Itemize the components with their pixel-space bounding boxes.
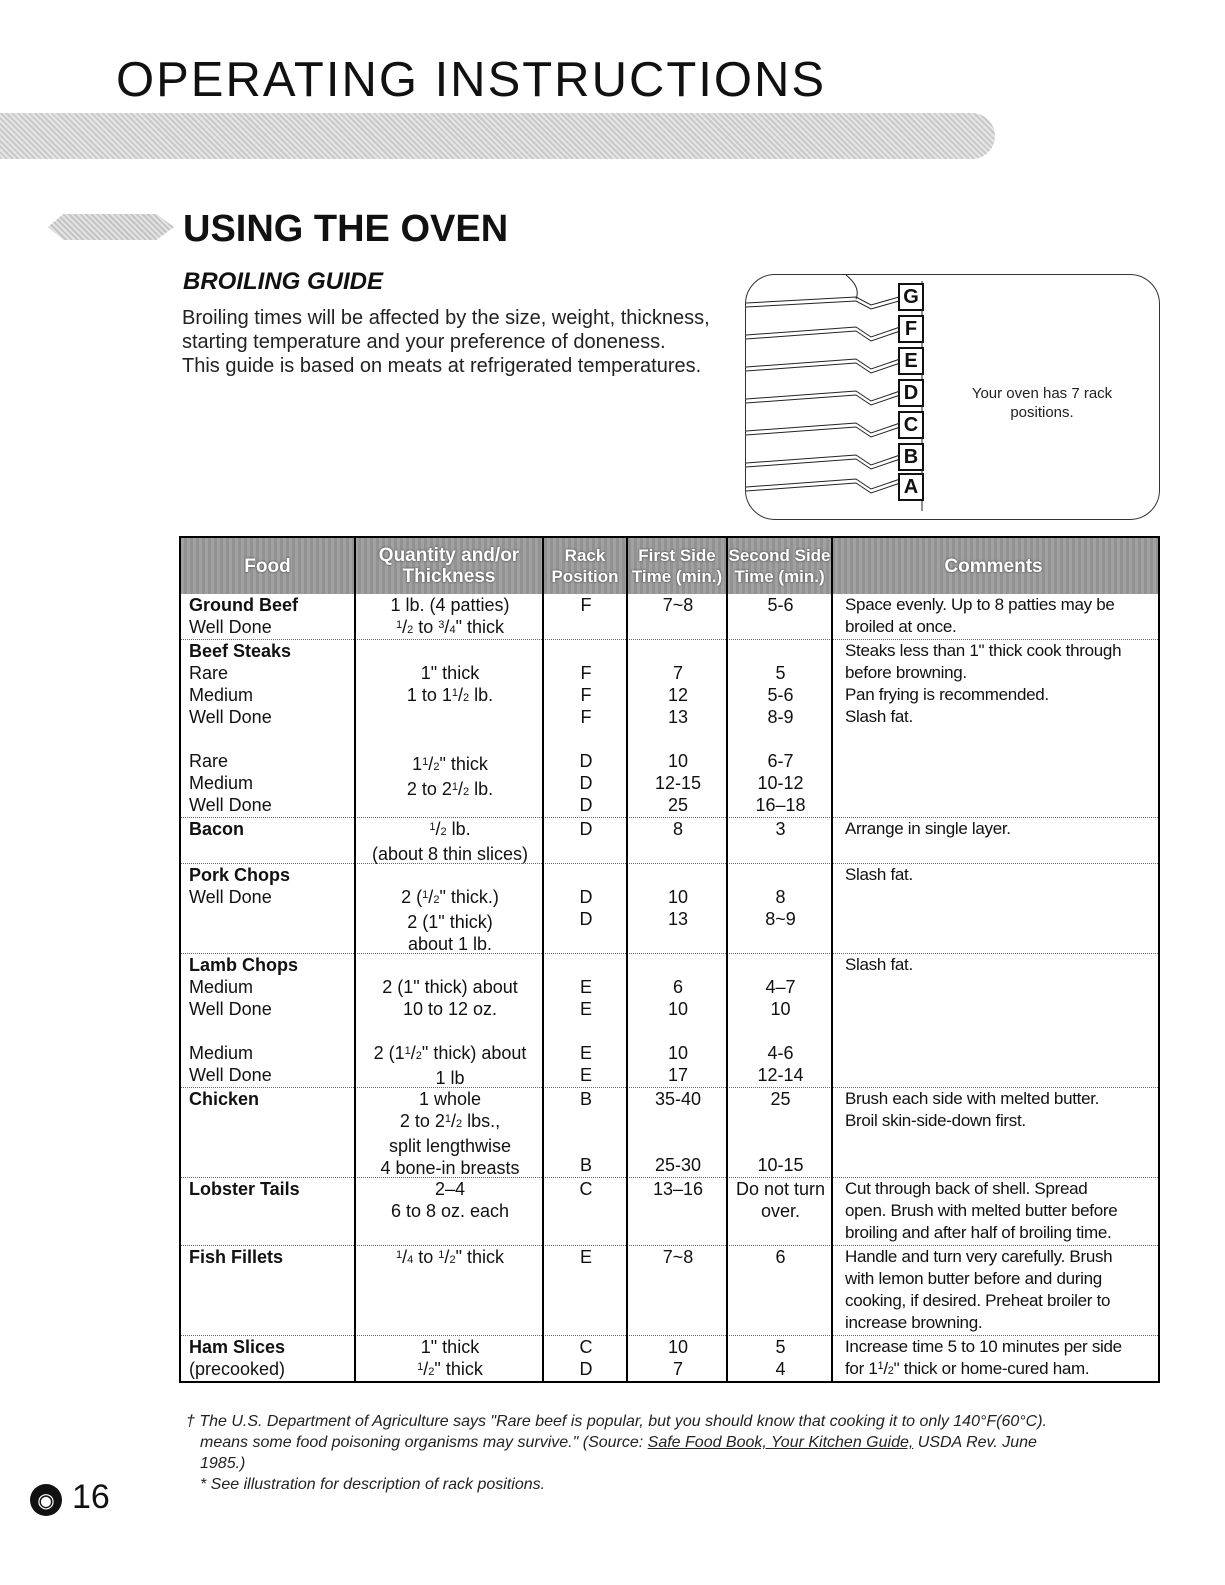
cell-line: Broil skin-side-down first. bbox=[845, 1111, 1026, 1130]
cell-line bbox=[628, 864, 728, 886]
cell-line: 10 to 12 oz. bbox=[402, 999, 498, 1019]
cell-line: Well Done bbox=[189, 1065, 272, 1085]
rack-label-D: D bbox=[898, 379, 924, 407]
quantity-cell bbox=[356, 594, 544, 641]
cell-line: E bbox=[579, 977, 592, 997]
column-divider bbox=[626, 594, 628, 1381]
cell-line: 12-14 bbox=[757, 1065, 804, 1085]
footnote-usda-cont: means some food poisoning organisms may survive." (Source: Safe Food Book, Your Kitchen Guide, USDA Rev. June bbox=[200, 1434, 1037, 1451]
cell-line: Lobster Tails bbox=[189, 1179, 300, 1199]
second-side-time-cell bbox=[728, 864, 833, 930]
cell-line bbox=[356, 864, 544, 886]
cell-line: 13–16 bbox=[652, 1179, 704, 1199]
cell-line: 8~9 bbox=[765, 909, 796, 929]
cell-line bbox=[544, 1110, 628, 1132]
cell-line: for $1^1/2$" thick or home-cured ham. bbox=[845, 1359, 1090, 1378]
cell-line: 7 bbox=[672, 663, 683, 683]
cell-line: Well Done bbox=[189, 795, 272, 815]
cell-line: Slash fat. bbox=[845, 707, 913, 726]
comments-cell bbox=[845, 864, 1153, 886]
food-cell bbox=[189, 818, 349, 840]
cell-line: 25 bbox=[770, 1089, 791, 1109]
food-cell bbox=[189, 864, 349, 908]
footnote-rack: * See illustration for description of rack positions. bbox=[200, 1476, 546, 1493]
cell-line: D bbox=[579, 773, 593, 793]
table-row-group bbox=[181, 817, 1158, 863]
comments-cell bbox=[845, 818, 1153, 840]
cell-line: 13 bbox=[667, 909, 689, 929]
cell-line bbox=[544, 1132, 628, 1154]
cell-line: C bbox=[579, 1337, 593, 1357]
second-side-time-cell bbox=[728, 954, 833, 1086]
food-cell bbox=[189, 1336, 349, 1380]
cell-line: 5-6 bbox=[767, 595, 794, 615]
cell-line: over. bbox=[760, 1201, 801, 1221]
cell-line: (about 8 thin slices) bbox=[371, 844, 529, 864]
table-row-group bbox=[181, 863, 1158, 953]
cell-line: 8 bbox=[672, 819, 683, 839]
cell-line: D bbox=[579, 887, 593, 907]
cell-line: Fish Fillets bbox=[189, 1247, 284, 1267]
table-row-group bbox=[181, 1245, 1158, 1335]
cell-line: 1 to $1^1/2$ lb. bbox=[406, 685, 494, 705]
cell-line: 7~8 bbox=[662, 1247, 694, 1267]
rack-label-C: C bbox=[898, 411, 924, 439]
cell-line: 17 bbox=[667, 1065, 689, 1085]
comments-cell bbox=[845, 954, 1153, 976]
cell-line: Slash fat. bbox=[845, 865, 913, 884]
quantity-cell bbox=[356, 1088, 544, 1179]
cell-line: F bbox=[580, 707, 592, 727]
cell-line: Ground Beef bbox=[189, 595, 299, 615]
rack-position-cell bbox=[544, 1088, 628, 1176]
first-side-time-cell bbox=[628, 1336, 728, 1380]
table-header bbox=[181, 538, 1158, 594]
cell-line bbox=[189, 1020, 349, 1042]
header-food: Food bbox=[181, 538, 356, 594]
cell-line: 10-12 bbox=[757, 773, 804, 793]
page-number: 16 bbox=[72, 1478, 110, 1516]
footnote-usda-date: 1985.) bbox=[200, 1455, 246, 1472]
cell-line: 4–7 bbox=[765, 977, 796, 997]
cell-line: 25-30 bbox=[654, 1155, 702, 1175]
cell-line: Well Done bbox=[189, 887, 272, 907]
rack-note bbox=[962, 384, 1122, 422]
cell-line: 1 lb bbox=[435, 1068, 465, 1088]
cell-line bbox=[544, 864, 628, 886]
cell-line: E bbox=[579, 1247, 592, 1267]
cell-line: cooking, if desired. Preheat broiler to bbox=[845, 1291, 1111, 1310]
cell-line bbox=[728, 1110, 833, 1132]
rack-position-cell bbox=[544, 818, 628, 840]
cell-line bbox=[356, 1020, 544, 1042]
first-side-time-cell bbox=[628, 1246, 728, 1268]
cell-line: 1" thick bbox=[420, 1337, 480, 1357]
cell-line bbox=[728, 864, 833, 886]
cell-line bbox=[189, 728, 349, 750]
cell-line: D bbox=[579, 1359, 593, 1379]
column-divider bbox=[831, 594, 833, 1381]
cell-line bbox=[544, 954, 628, 976]
cell-line: Slash fat. bbox=[845, 955, 913, 974]
rack-note-line: Your oven has 7 rack bbox=[971, 385, 1113, 402]
cell-line: 10 bbox=[667, 887, 689, 907]
table-row-group bbox=[181, 1087, 1158, 1177]
second-side-time-cell bbox=[728, 1178, 833, 1222]
cell-line: B bbox=[579, 1155, 592, 1175]
cell-line: Medium bbox=[189, 685, 254, 705]
rack-position-cell bbox=[544, 594, 628, 638]
cell-line: Lamb Chops bbox=[189, 955, 299, 975]
cell-line bbox=[544, 728, 628, 750]
comments-cell bbox=[845, 1178, 1153, 1244]
second-side-time-cell bbox=[728, 818, 833, 840]
cell-line: increase browning. bbox=[845, 1313, 983, 1332]
cell-line: 8-9 bbox=[767, 707, 794, 727]
cell-line: 4-6 bbox=[767, 1043, 794, 1063]
rack-position-cell bbox=[544, 640, 628, 816]
cell-line: $^1$/2 lb. bbox=[429, 819, 471, 839]
first-side-time-cell bbox=[628, 1088, 728, 1176]
rack-label-A: A bbox=[898, 473, 924, 501]
cell-line: split lengthwise bbox=[388, 1136, 512, 1156]
cell-line: $^1$/2" thick bbox=[417, 1359, 483, 1379]
column-divider bbox=[726, 594, 728, 1381]
rack-label-F: F bbox=[898, 315, 924, 343]
cell-line: 2 (1" thick) bbox=[407, 912, 493, 932]
cell-line bbox=[356, 954, 544, 976]
cell-line: about 1 lb. bbox=[407, 934, 493, 954]
cell-line bbox=[728, 616, 833, 638]
food-cell bbox=[189, 594, 349, 638]
rack-position-cell bbox=[544, 1246, 628, 1268]
cell-line: Rare bbox=[189, 751, 229, 771]
cell-line: 4 bbox=[775, 1359, 786, 1379]
rack-label-B: B bbox=[898, 443, 924, 471]
cell-line bbox=[628, 616, 728, 638]
cell-line: 5 bbox=[775, 663, 786, 683]
cell-line: 1 whole bbox=[418, 1089, 482, 1109]
cell-line bbox=[628, 1020, 728, 1042]
header-first-side-time: First Side Time (min.) bbox=[628, 538, 728, 594]
cell-line bbox=[628, 1132, 728, 1154]
cell-line: 4 bone-in breasts bbox=[380, 1158, 520, 1178]
cell-line: 6-7 bbox=[767, 751, 794, 771]
column-divider bbox=[354, 594, 356, 1381]
cell-line: Pork Chops bbox=[189, 865, 291, 885]
cell-line: Bacon bbox=[189, 819, 245, 839]
cell-line bbox=[544, 640, 628, 662]
food-cell bbox=[189, 1178, 349, 1200]
cell-line: 3 bbox=[775, 819, 786, 839]
cell-line bbox=[628, 954, 728, 976]
cell-line bbox=[728, 1020, 833, 1042]
cell-line: broiling and after half of broiling time. bbox=[845, 1223, 1112, 1242]
rack-position-cell bbox=[544, 1336, 628, 1380]
cell-line: with lemon butter before and during bbox=[845, 1269, 1102, 1288]
table-row-group bbox=[181, 1177, 1158, 1245]
cell-line bbox=[544, 1020, 628, 1042]
cell-line: Increase time 5 to 10 minutes per side bbox=[845, 1337, 1122, 1356]
cell-line: broiled at once. bbox=[845, 617, 957, 636]
cell-line: Cut through back of shell. Spread bbox=[845, 1179, 1088, 1198]
cell-line bbox=[728, 1132, 833, 1154]
cell-line: D bbox=[579, 795, 593, 815]
cell-line: Ham Slices bbox=[189, 1337, 286, 1357]
rack-label-E: E bbox=[898, 347, 924, 375]
section-title: USING THE OVEN bbox=[183, 208, 509, 250]
header-quantity: Quantity and/or Thickness bbox=[356, 538, 544, 594]
table-row-group bbox=[181, 953, 1158, 1087]
second-side-time-cell bbox=[728, 1088, 833, 1176]
first-side-time-cell bbox=[628, 1178, 728, 1200]
footnotes bbox=[186, 1411, 1160, 1495]
cell-line bbox=[728, 728, 833, 750]
cell-line: 13 bbox=[667, 707, 689, 727]
cell-line: Space evenly. Up to 8 patties may be bbox=[845, 595, 1115, 614]
comments-cell bbox=[845, 594, 1153, 638]
cell-line: B bbox=[579, 1089, 592, 1109]
cell-line bbox=[628, 728, 728, 750]
comments-cell bbox=[845, 1246, 1153, 1334]
cell-line: F bbox=[580, 595, 592, 615]
cell-line: 2 to $2^1/2$ lb. bbox=[406, 779, 494, 799]
footnote-usda: † The U.S. Department of Agriculture says "Rare beef is popular, but you should know that cooking it to only 140°F(60°C). bbox=[186, 1413, 1047, 1430]
quantity-cell bbox=[356, 1336, 544, 1383]
header-comments: Comments bbox=[944, 555, 1043, 577]
cell-line: Medium bbox=[189, 773, 254, 793]
cell-line: $^1$/4 to $^1$/2" thick bbox=[396, 1247, 504, 1267]
second-side-time-cell bbox=[728, 1336, 833, 1380]
cell-line: 12 bbox=[667, 685, 689, 705]
cell-line: 2 ($^1$/2" thick.) bbox=[401, 887, 499, 907]
rack-position-cell bbox=[544, 954, 628, 1086]
cell-line: Handle and turn very carefully. Brush bbox=[845, 1247, 1113, 1266]
rack-label-G: G bbox=[898, 283, 924, 311]
cell-line: 35-40 bbox=[654, 1089, 702, 1109]
cell-line bbox=[728, 954, 833, 976]
subsection-title: BROILING GUIDE bbox=[183, 268, 384, 295]
cell-line: 16–18 bbox=[755, 795, 806, 815]
quantity-cell bbox=[356, 818, 544, 865]
rack-note-line: positions. bbox=[1010, 404, 1074, 421]
cell-line: 10 bbox=[667, 1043, 689, 1063]
comments-cell bbox=[845, 1088, 1153, 1132]
cell-line: (precooked) bbox=[189, 1359, 286, 1379]
cell-line: 10 bbox=[667, 751, 689, 771]
first-side-time-cell bbox=[628, 864, 728, 930]
cell-line: D bbox=[579, 751, 593, 771]
cell-line: D bbox=[579, 909, 593, 929]
cell-line: 6 to 8 oz. each bbox=[390, 1201, 510, 1221]
first-side-time-cell bbox=[628, 818, 728, 840]
quantity-cell bbox=[356, 640, 544, 825]
quantity-cell bbox=[356, 1246, 544, 1271]
quantity-cell bbox=[356, 1178, 544, 1222]
rack-position-cell bbox=[544, 864, 628, 930]
intro-line: This guide is based on meats at refrigerated temperatures. bbox=[182, 355, 702, 377]
cell-line: before browning. bbox=[845, 663, 967, 682]
cell-line: Brush each side with melted butter. bbox=[845, 1089, 1100, 1108]
cell-line: 2 (1" thick) about bbox=[382, 977, 518, 997]
cell-line: 7 bbox=[672, 1359, 683, 1379]
cell-line: Steaks less than 1" thick cook through bbox=[845, 641, 1122, 660]
cell-line: 5-6 bbox=[767, 685, 794, 705]
cell-line: 8 bbox=[775, 887, 786, 907]
comments-cell bbox=[845, 1336, 1153, 1382]
first-side-time-cell bbox=[628, 640, 728, 816]
column-divider bbox=[542, 594, 544, 1381]
first-side-time-cell bbox=[628, 594, 728, 638]
header-bar bbox=[0, 113, 995, 159]
cell-line bbox=[728, 640, 833, 662]
quantity-cell bbox=[356, 954, 544, 1089]
cell-line bbox=[356, 640, 544, 662]
second-side-time-cell bbox=[728, 1246, 833, 1268]
cell-line: Rare bbox=[189, 663, 229, 683]
cell-line: Well Done bbox=[189, 999, 272, 1019]
cell-line: $^1$/2 to $^3$/4" thick bbox=[396, 617, 504, 637]
cell-line: Chicken bbox=[189, 1089, 260, 1109]
broiling-table bbox=[179, 536, 1160, 1383]
cell-line: Pan frying is recommended. bbox=[845, 685, 1049, 704]
header-second-side-time: Second Side Time (min.) bbox=[728, 538, 833, 594]
cell-line: Medium bbox=[189, 977, 254, 997]
cell-line bbox=[356, 731, 544, 753]
comments-cell bbox=[845, 640, 1153, 728]
first-side-time-cell bbox=[628, 954, 728, 1086]
cell-line: Do not turn bbox=[735, 1179, 826, 1199]
cell-line: 1" thick bbox=[420, 663, 480, 683]
cell-line: open. Brush with melted butter before bbox=[845, 1201, 1118, 1220]
lg-logo-icon: ◉ bbox=[30, 1484, 62, 1516]
table-row-group bbox=[181, 594, 1158, 639]
food-cell bbox=[189, 640, 349, 816]
cell-line: Well Done bbox=[189, 707, 272, 727]
quantity-cell bbox=[356, 864, 544, 955]
food-cell bbox=[189, 1088, 349, 1110]
cell-line: 2 to $2^1/2$ lbs., bbox=[399, 1111, 501, 1131]
cell-line: 1 lb. (4 patties) bbox=[390, 595, 510, 615]
intro-line: starting temperature and your preference of doneness. bbox=[182, 331, 666, 353]
cell-line bbox=[628, 640, 728, 662]
cell-line: F bbox=[580, 663, 592, 683]
section-marker-icon bbox=[48, 214, 174, 240]
cell-line: 2 ($1^1/2$" thick) about bbox=[373, 1043, 527, 1063]
cell-line: 10 bbox=[770, 999, 791, 1019]
cell-line: E bbox=[579, 1065, 592, 1085]
cell-line: 5 bbox=[775, 1337, 786, 1357]
cell-line: 12-15 bbox=[654, 773, 702, 793]
cell-line: 7~8 bbox=[662, 595, 694, 615]
rack-position-cell bbox=[544, 1178, 628, 1200]
food-cell bbox=[189, 954, 349, 1086]
cell-line: Beef Steaks bbox=[189, 641, 292, 661]
cell-line: Arrange in single layer. bbox=[845, 819, 1011, 838]
cell-line: 10 bbox=[667, 1337, 689, 1357]
cell-line: F bbox=[580, 685, 592, 705]
intro-line: Broiling times will be affected by the size, weight, thickness, bbox=[182, 307, 710, 329]
table-row-group bbox=[181, 639, 1158, 817]
cell-line: 6 bbox=[775, 1247, 786, 1267]
cell-line: $1^1/2$" thick bbox=[412, 754, 488, 774]
cell-line: C bbox=[579, 1179, 593, 1199]
cell-line: D bbox=[579, 819, 593, 839]
cell-line: Medium bbox=[189, 1043, 254, 1063]
cell-line bbox=[544, 616, 628, 638]
second-side-time-cell bbox=[728, 640, 833, 816]
cell-line: 10-15 bbox=[757, 1155, 804, 1175]
cell-line: 6 bbox=[672, 977, 683, 997]
cell-line: E bbox=[579, 1043, 592, 1063]
cell-line: Well Done bbox=[189, 617, 272, 637]
cell-line bbox=[628, 1110, 728, 1132]
header-rack-position: Rack Position bbox=[544, 538, 628, 594]
table-row-group bbox=[181, 1335, 1158, 1381]
page-title: OPERATING INSTRUCTIONS bbox=[116, 53, 827, 107]
cell-line: E bbox=[579, 999, 592, 1019]
cell-line bbox=[356, 709, 544, 731]
cell-line: 2–4 bbox=[434, 1179, 466, 1199]
food-cell bbox=[189, 1246, 349, 1268]
table-body bbox=[181, 594, 1158, 1381]
cell-line: 25 bbox=[667, 795, 689, 815]
intro-text bbox=[182, 306, 742, 378]
cell-line: 10 bbox=[667, 999, 689, 1019]
second-side-time-cell bbox=[728, 594, 833, 638]
